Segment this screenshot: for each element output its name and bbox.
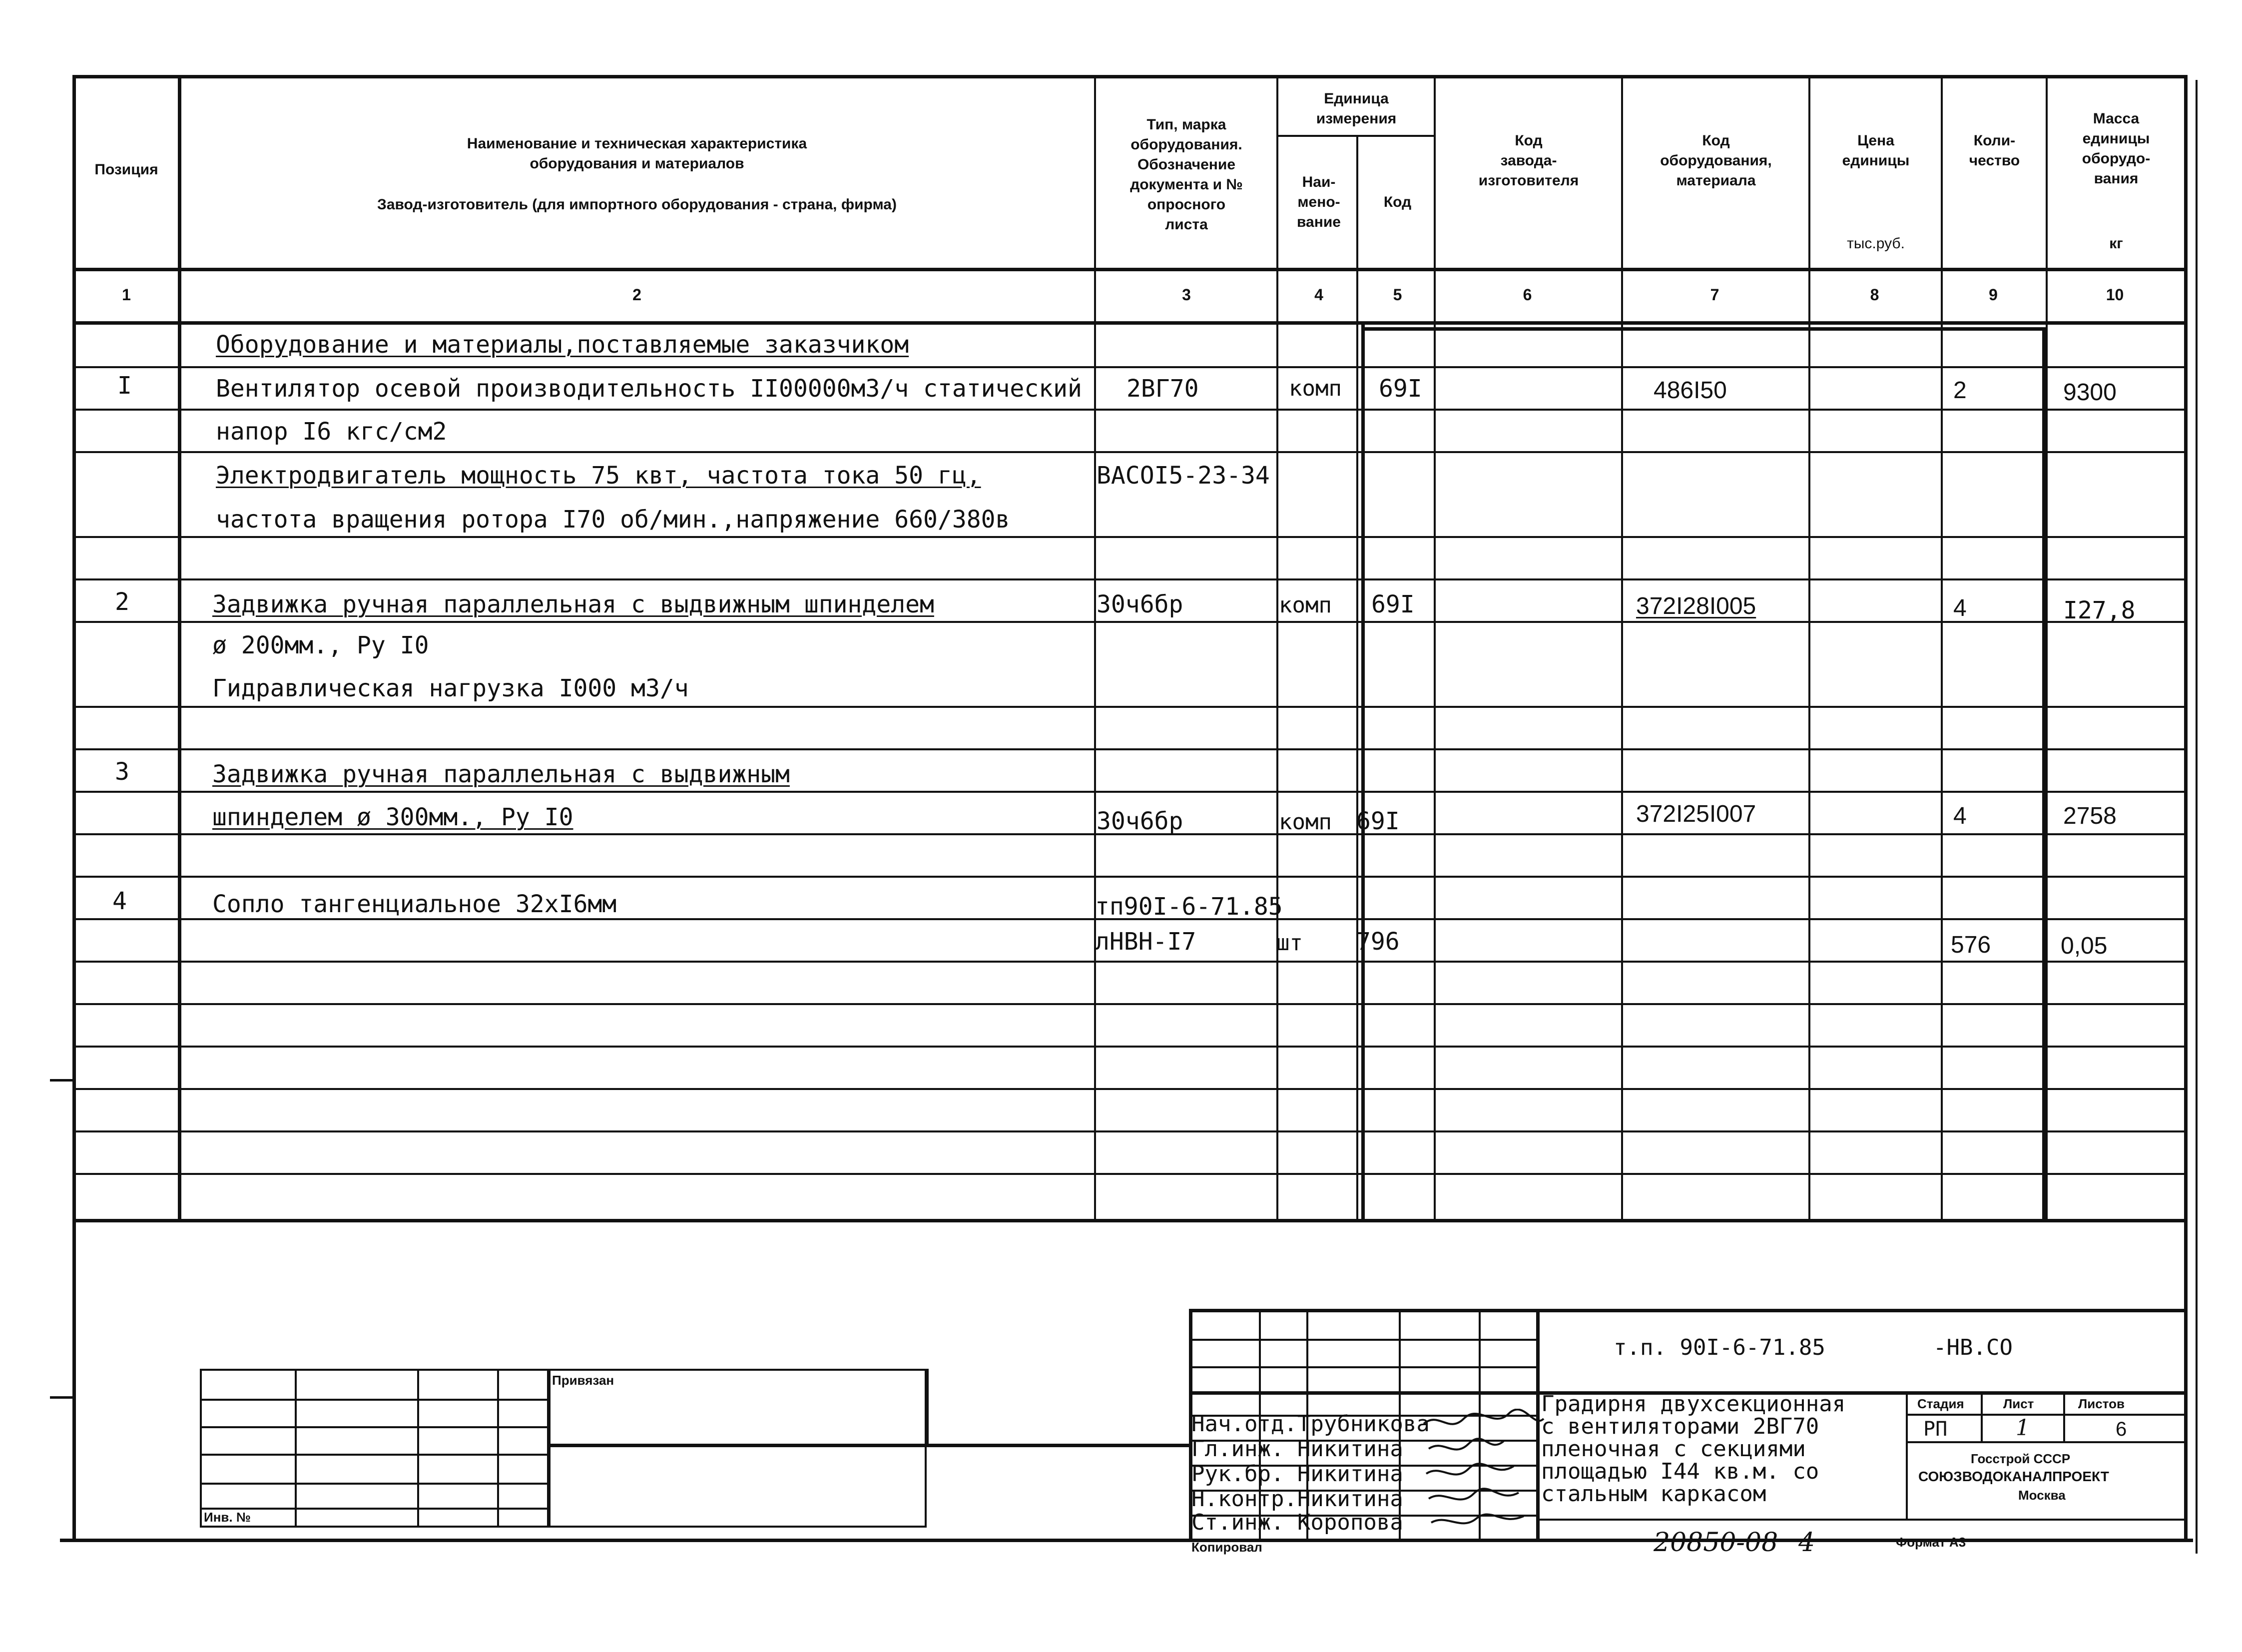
row4-name-line1: Сопло тангенциальное 32хI6мм bbox=[212, 890, 617, 918]
project-title-line3: пленочная с секциями bbox=[1541, 1436, 1806, 1462]
project-title-line5: стальным каркасом bbox=[1541, 1481, 1766, 1507]
row2-quantity: 4 bbox=[1953, 595, 1967, 621]
row4-unit: шт bbox=[1276, 930, 1303, 956]
header-quantity: Коли- чество bbox=[1969, 132, 2020, 169]
stage-value: РП bbox=[1923, 1418, 1948, 1441]
row1-material-code: 486I50 bbox=[1654, 377, 1727, 404]
sheets-value: 6 bbox=[2116, 1418, 2127, 1440]
stage-label: Стадия bbox=[1917, 1396, 1964, 1411]
col-number: 4 bbox=[1314, 286, 1323, 304]
row3-unit-code: 69I bbox=[1356, 807, 1400, 835]
org-line3: Москва bbox=[2018, 1488, 2066, 1503]
person-norm-control: Н.контр.Никитина bbox=[1191, 1486, 1403, 1512]
person-senior-engineer: Ст.инж. Коропова bbox=[1191, 1510, 1403, 1535]
row1-unit: комп bbox=[1289, 376, 1342, 401]
header-mass: Масса единицы оборудо- вания bbox=[2082, 110, 2151, 187]
document-code bbox=[1614, 1335, 1825, 1361]
header-position: Позиция bbox=[94, 161, 158, 178]
row3-name-line1: Задвижка ручная параллельная с выдвижным bbox=[212, 760, 790, 788]
project-title-line1: Градирня двухсекционная bbox=[1541, 1391, 1846, 1417]
sheet-value: 1 bbox=[2016, 1415, 2030, 1441]
inventory-number: 20850-08 bbox=[1654, 1528, 1778, 1558]
org-line1: Госстрой СССР bbox=[1971, 1451, 2071, 1466]
section-title: Оборудование и материалы,поставляемые заказчиком bbox=[216, 331, 909, 359]
person-chief-engineer: Гл.инж. Никитина bbox=[1191, 1436, 1403, 1462]
row3-position: 3 bbox=[115, 758, 129, 786]
col-number: 7 bbox=[1710, 286, 1719, 304]
document-suffix: -НВ.СО bbox=[1933, 1335, 2013, 1360]
project-title-line2: с вентиляторами 2ВГ70 bbox=[1541, 1414, 1819, 1439]
row1-name-line3: Электродвигатель мощность 75 квт, частота тока 50 гц, bbox=[216, 462, 981, 490]
row2-position: 2 bbox=[115, 588, 129, 616]
row4-position: 4 bbox=[112, 887, 127, 915]
row1-quantity: 2 bbox=[1953, 377, 1967, 404]
row2-mass: I27,8 bbox=[2063, 596, 2136, 624]
row2-unit-code: 69I bbox=[1371, 590, 1415, 618]
row3-mass: 2758 bbox=[2063, 803, 2117, 829]
row3-type: 30ч6бр bbox=[1097, 807, 1183, 835]
row1-type: 2ВГ70 bbox=[1126, 375, 1199, 403]
col-number: 9 bbox=[1989, 286, 1998, 304]
col-number: 10 bbox=[2106, 286, 2124, 304]
sheets-label: Листов bbox=[2078, 1396, 2125, 1411]
col-number: 2 bbox=[632, 286, 641, 304]
row3-material-code: 372I25I007 bbox=[1636, 801, 1756, 827]
row4-quantity: 576 bbox=[1951, 932, 1991, 958]
row4-type-2: лНВН-I7 bbox=[1095, 928, 1196, 956]
row4-unit-code: 796 bbox=[1356, 928, 1400, 956]
col-number: 6 bbox=[1523, 286, 1532, 304]
signatures bbox=[1419, 1409, 1549, 1534]
inventory-label: Инв. № bbox=[204, 1510, 251, 1525]
header-unit-code: Код bbox=[1383, 194, 1412, 210]
sheet-label: Лист bbox=[2003, 1396, 2034, 1411]
header-name-line1: Наименование и техническая характеристика bbox=[467, 135, 807, 152]
row2-material-code: 372I28I005 bbox=[1636, 593, 1756, 619]
registration-grid bbox=[200, 1369, 927, 1528]
row1-type-motor: ВАСОI5-23-34 bbox=[1097, 462, 1270, 490]
header-price: Цена единицы bbox=[1842, 132, 1910, 169]
copied-label: Копировал bbox=[1191, 1540, 1262, 1555]
col-number: 8 bbox=[1870, 286, 1879, 304]
header-name-line2: оборудования и материалов bbox=[530, 155, 744, 172]
org-line2: СОЮЗВОДОКАНАЛПРОЕКТ bbox=[1918, 1469, 2109, 1484]
row1-mass: 9300 bbox=[2063, 379, 2117, 406]
row2-name-line1: Задвижка ручная параллельная с выдвижным шпинделем bbox=[212, 590, 934, 618]
header-material-code: Код оборудования, материала bbox=[1660, 132, 1772, 189]
row1-name-line1: Вентилятор осевой производительность II00000м3/ч статический bbox=[216, 375, 1082, 403]
row1-position: I bbox=[117, 372, 132, 400]
row3-unit: комп bbox=[1279, 809, 1332, 835]
person-team-lead: Рук.бр. Никитина bbox=[1191, 1461, 1403, 1487]
row2-unit: комп bbox=[1279, 592, 1332, 618]
header-type: Тип, марка оборудования. Обозначение документа и № опросного листа bbox=[1130, 116, 1243, 233]
row4-type: тп90I-6-71.85 bbox=[1095, 893, 1283, 921]
col-number: 3 bbox=[1182, 286, 1191, 304]
document-code-text: т.п. 90I-6-71.85 bbox=[1614, 1335, 1825, 1360]
row3-name-line2: шпинделем ø 300мм., Ру I0 bbox=[212, 803, 573, 831]
project-title-line4: площадью I44 кв.м. со bbox=[1541, 1459, 1819, 1484]
inventory-sheet: 4 bbox=[1798, 1528, 1815, 1558]
approved-label: Привязан bbox=[552, 1373, 614, 1388]
col-number: 1 bbox=[122, 286, 131, 304]
row3-quantity: 4 bbox=[1953, 803, 1967, 829]
format-label: Формат А3 bbox=[1896, 1535, 1966, 1550]
row1-unit-code: 69I bbox=[1379, 375, 1422, 403]
person-head-of-department: Нач.отд.Трубникова bbox=[1191, 1411, 1430, 1437]
header-unit: Единица измерения bbox=[1316, 90, 1397, 127]
row2-name-line2: ø 200мм., Ру I0 bbox=[212, 631, 429, 659]
header-unit-name: Наи- мено- вание bbox=[1297, 174, 1341, 230]
col-number: 5 bbox=[1393, 286, 1402, 304]
header-factory-code: Код завода- изготовителя bbox=[1478, 132, 1579, 189]
row4-mass: 0,05 bbox=[2061, 933, 2108, 959]
header-manufacturer: Завод-изготовитель (для импортного оборудования - страна, фирма) bbox=[377, 196, 897, 213]
header-mass-unit: кг bbox=[2109, 235, 2123, 252]
row2-type: 30ч6бр bbox=[1097, 590, 1183, 618]
header-price-unit: тыс.руб. bbox=[1847, 235, 1905, 252]
row2-name-line3: Гидравлическая нагрузка I000 м3/ч bbox=[212, 674, 689, 702]
row1-name-line4: частота вращения ротора I70 об/мин.,напряжение 660/380в bbox=[216, 506, 1010, 534]
row1-name-line2: напор I6 кгс/см2 bbox=[216, 418, 447, 446]
